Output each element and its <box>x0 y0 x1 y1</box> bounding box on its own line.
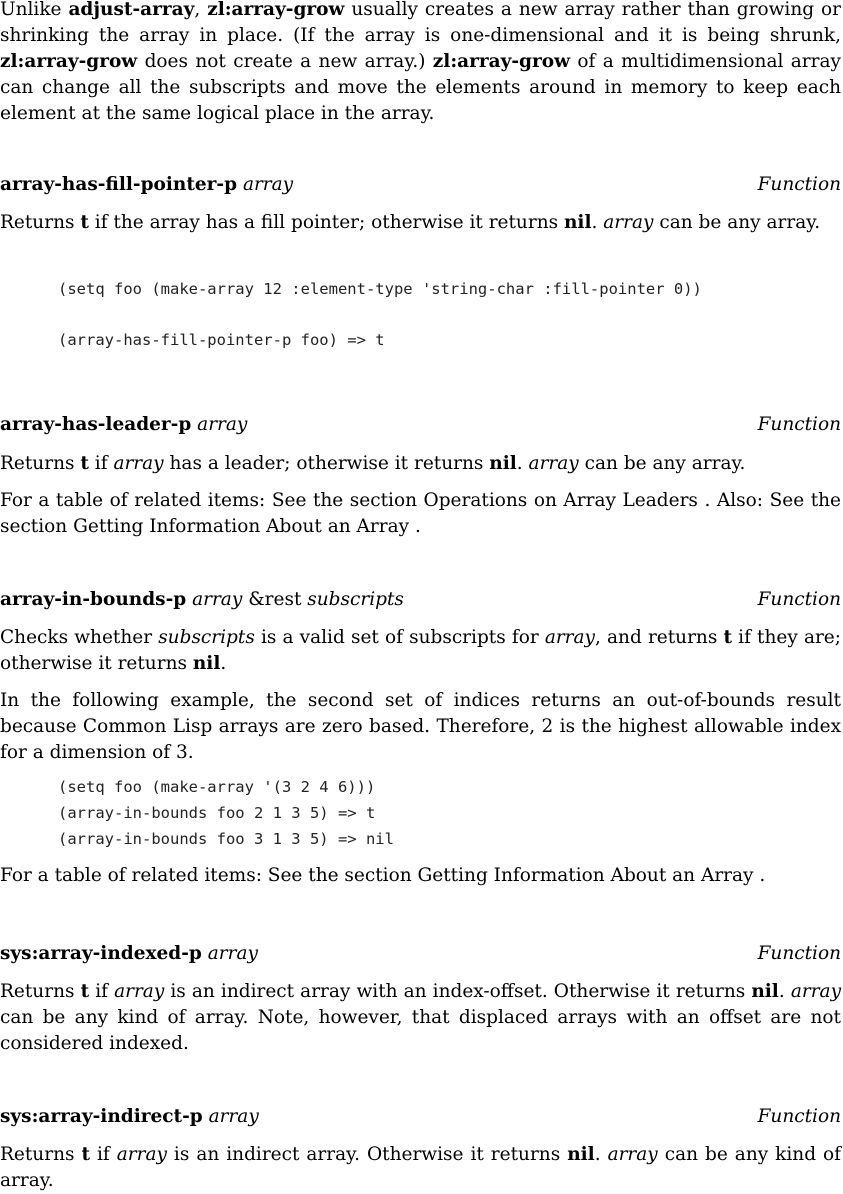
entry-header-array-in-bounds-p <box>0 587 841 613</box>
desc-text: if <box>89 981 115 1002</box>
desc-text: can be any kind of array. Note, however, that displaced arrays with an offset are not considered indexed. <box>0 1007 841 1054</box>
entry-description <box>0 451 841 477</box>
entry-signature <box>0 587 404 613</box>
desc-italic: array <box>607 1144 658 1165</box>
desc-text: is a valid set of subscripts for <box>254 627 545 648</box>
entry-signature <box>0 172 293 198</box>
desc-bold: nil <box>192 653 221 674</box>
entry-description <box>0 979 841 1057</box>
entry-lambda-keyword: &rest <box>248 589 302 610</box>
desc-text: , and returns <box>595 627 724 648</box>
desc-bold: t <box>81 1144 91 1165</box>
desc-bold: nil <box>489 453 517 474</box>
entry-name: sys:array-indexed-p <box>0 943 202 964</box>
desc-text: if <box>88 453 114 474</box>
desc-text: if the array has a fill pointer; otherwise it returns <box>88 212 564 233</box>
desc-italic: array <box>790 981 842 1002</box>
desc-text: is an indirect array. Otherwise it returns <box>166 1144 568 1165</box>
entry-kind: Function <box>757 589 841 610</box>
intro-text: , <box>194 0 208 20</box>
desc-bold: nil <box>567 1144 595 1165</box>
desc-text: . <box>778 981 791 1002</box>
entry-args: subscripts <box>307 589 404 610</box>
intro-bold: zl:array-grow <box>207 0 345 20</box>
desc-text: . <box>220 653 227 674</box>
desc-italic: array <box>603 212 654 233</box>
entry-args: array <box>192 589 243 610</box>
desc-text: . <box>516 453 529 474</box>
intro-text: usually creates a new array rather than growing or shrinking the array in place. (If the array is one-dimensional and it is being shrunk, <box>0 0 841 46</box>
intro-bold: zl:array-grow <box>0 51 138 72</box>
desc-text: can be any array. <box>653 212 821 233</box>
desc-text: if <box>90 1144 117 1165</box>
code-line: (setq foo (make-array '(3 2 4 6))) <box>58 778 376 796</box>
desc-text: Checks whether <box>0 627 159 648</box>
desc-italic: array <box>528 453 579 474</box>
entry-name: array-has-fill-pointer-p <box>0 174 238 195</box>
intro-paragraph <box>0 0 841 127</box>
entry-description <box>0 625 841 677</box>
entry-header-sys-array-indexed-p <box>0 941 841 967</box>
related-items-paragraph: For a table of related items: See the section Getting Information About an Array . <box>0 865 766 886</box>
desc-italic: array <box>114 981 165 1002</box>
desc-italic: array <box>116 1144 167 1165</box>
entry-header-array-has-leader-p <box>0 412 841 438</box>
code-line: (array-has-fill-pointer-p foo) => t <box>58 331 385 349</box>
entry-name: sys:array-indirect-p <box>0 1106 203 1127</box>
example-paragraph: In the following example, the second set of indices returns an out-of-bounds result because Common Lisp arrays are zero based. Therefore, 2 is the highest allowable index for a dimension of 3. <box>0 690 841 763</box>
desc-text: Returns <box>0 981 81 1002</box>
entry-kind: Function <box>757 414 841 435</box>
code-line: (array-in-bounds foo 2 1 3 5) => t <box>58 804 376 822</box>
intro-bold: adjust-array <box>68 0 195 20</box>
desc-text: Returns <box>0 453 81 474</box>
entry-name: array-in-bounds-p <box>0 589 187 610</box>
entry-name: array-has-leader-p <box>0 414 192 435</box>
desc-italic: array <box>544 627 596 648</box>
desc-text: . <box>591 212 604 233</box>
entry-header-sys-array-indirect-p <box>0 1104 841 1130</box>
entry-description <box>0 1142 841 1194</box>
entry-args: array <box>207 943 258 964</box>
desc-text: Returns <box>0 1144 82 1165</box>
entry-kind: Function <box>757 1106 841 1127</box>
entry-signature <box>0 1104 259 1130</box>
desc-text: . <box>594 1144 608 1165</box>
entry-args: array <box>197 414 248 435</box>
code-line: (array-in-bounds foo 3 1 3 5) => nil <box>58 830 394 848</box>
intro-text: does not create a new array.) <box>137 51 433 72</box>
entry-kind: Function <box>757 174 841 195</box>
desc-text: if they are; otherwise it returns <box>0 627 841 674</box>
desc-bold: nil <box>751 981 779 1002</box>
desc-text: has a leader; otherwise it returns <box>163 453 490 474</box>
entry-args: array <box>242 174 294 195</box>
desc-italic: array <box>113 453 164 474</box>
intro-bold: zl:array-grow <box>432 51 571 72</box>
desc-bold: t <box>80 453 89 474</box>
desc-bold: nil <box>563 212 592 233</box>
entry-description <box>0 210 841 236</box>
desc-italic: subscripts <box>158 627 255 648</box>
desc-text: is an indirect array with an index-offset. Otherwise it returns <box>164 981 752 1002</box>
desc-bold: t <box>80 981 90 1002</box>
entry-signature <box>0 941 258 967</box>
desc-text: can be any array. <box>578 453 746 474</box>
intro-text: of a multidimensional array can change all the subscripts and move the elements around in memory to keep each element at the same logical place in the array. <box>0 51 841 124</box>
desc-text: can be any kind of array. <box>0 1144 842 1191</box>
desc-bold: t <box>723 627 733 648</box>
entry-header-array-has-fill-pointer-p <box>0 172 841 198</box>
entry-signature <box>0 412 247 438</box>
intro-text: Unlike <box>0 0 69 20</box>
desc-bold: t <box>80 212 89 233</box>
desc-text: Returns <box>0 212 81 233</box>
entry-args: array <box>208 1106 259 1127</box>
code-line: (setq foo (make-array 12 :element-type 'string-char :fill-pointer 0)) <box>58 280 702 298</box>
entry-kind: Function <box>757 943 841 964</box>
related-items-paragraph: For a table of related items: See the section Operations on Array Leaders . Also: See the section Getting Information About an Array . <box>0 490 841 537</box>
